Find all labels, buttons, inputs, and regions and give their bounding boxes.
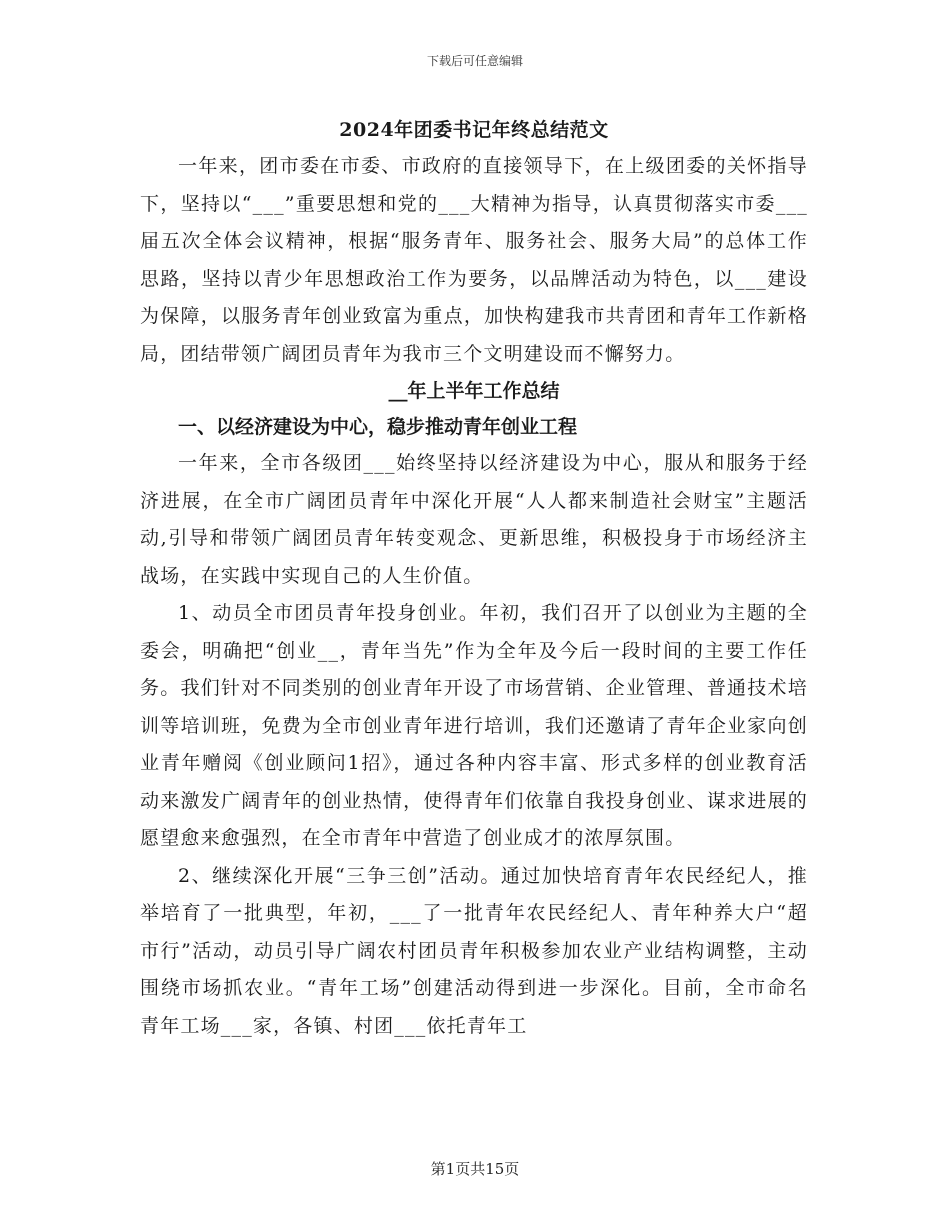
item-paragraph-1: 1、动员全市团员青年投身创业。年初，我们召开了以创业为主题的全委会，明确把“创业__，青年当先”作为全年及今后一段时间的主要工作任务。我们针对不同类别的创业青年开设了市场营销、企业管理、普通技术培训等培训班，免费为全市创业青年进行培训，我们还邀请了青年企业家向创业青年赠阅《创业顾问1招》，通过各种内容丰富、形式多样的创业教育活动来激发广阔青年的创业热情，使得青年们依靠自我投身创业、谋求进展的愿望愈来愈强烈，在全市青年中营造了创业成才的浓厚氛围。 <box>140 602 808 849</box>
intro-paragraph: 一年来，团市委在市委、市政府的直接领导下，在上级团委的关怀指导下，坚持以“___”重要思想和党的___大精神为指导，认真贯彻落实市委___届五次全体会议精神，根据“服务青年、服务社会、服务大局”的总体工作思路，坚持以青少年思想政治工作为要务，以品牌活动为特色，以___建设为保障，以服务青年创业致富为重点，加快构建我市共青团和青年工作新格局，团结带领广阔团员青年为我市三个文明建设而不懈努力。 <box>140 155 808 365</box>
section-heading: 一、以经济建设为中心，稳步推动青年创业工程 <box>178 416 578 438</box>
item-paragraph-2: 2、继续深化开展“三争三创”活动。通过加快培育青年农民经纪人，推举培育了一批典型，年初，___了一批青年农民经纪人、青年种养大户“超市行”活动，动员引导广阔农村团员青年积极参加农业产业结构调整，主动围绕市场抓农业。“青年工场”创建活动得到进一步深化。目前，全市命名青年工场___家，各镇、村团___依托青年工 <box>140 864 808 1037</box>
document-body <box>140 112 808 1045</box>
page-header-note: 下载后可任意编辑 <box>426 54 523 68</box>
page-footer: 第1页共15页 <box>430 1160 520 1178</box>
section-paragraph: 一年来，全市各级团___始终坚持以经济建设为中心，服从和服务于经济进展，在全市广阔团员青年中深化开展“人人都来制造社会财宝”主题活动,引导和带领广阔团员青年转变观念、更新思维，积极投身于市场经济主战场，在实践中实现自己的人生价值。 <box>140 452 808 587</box>
section-subtitle: __年上半年工作总结 <box>388 380 560 402</box>
document-title: 2024年团委书记年终总结范文 <box>339 119 609 141</box>
